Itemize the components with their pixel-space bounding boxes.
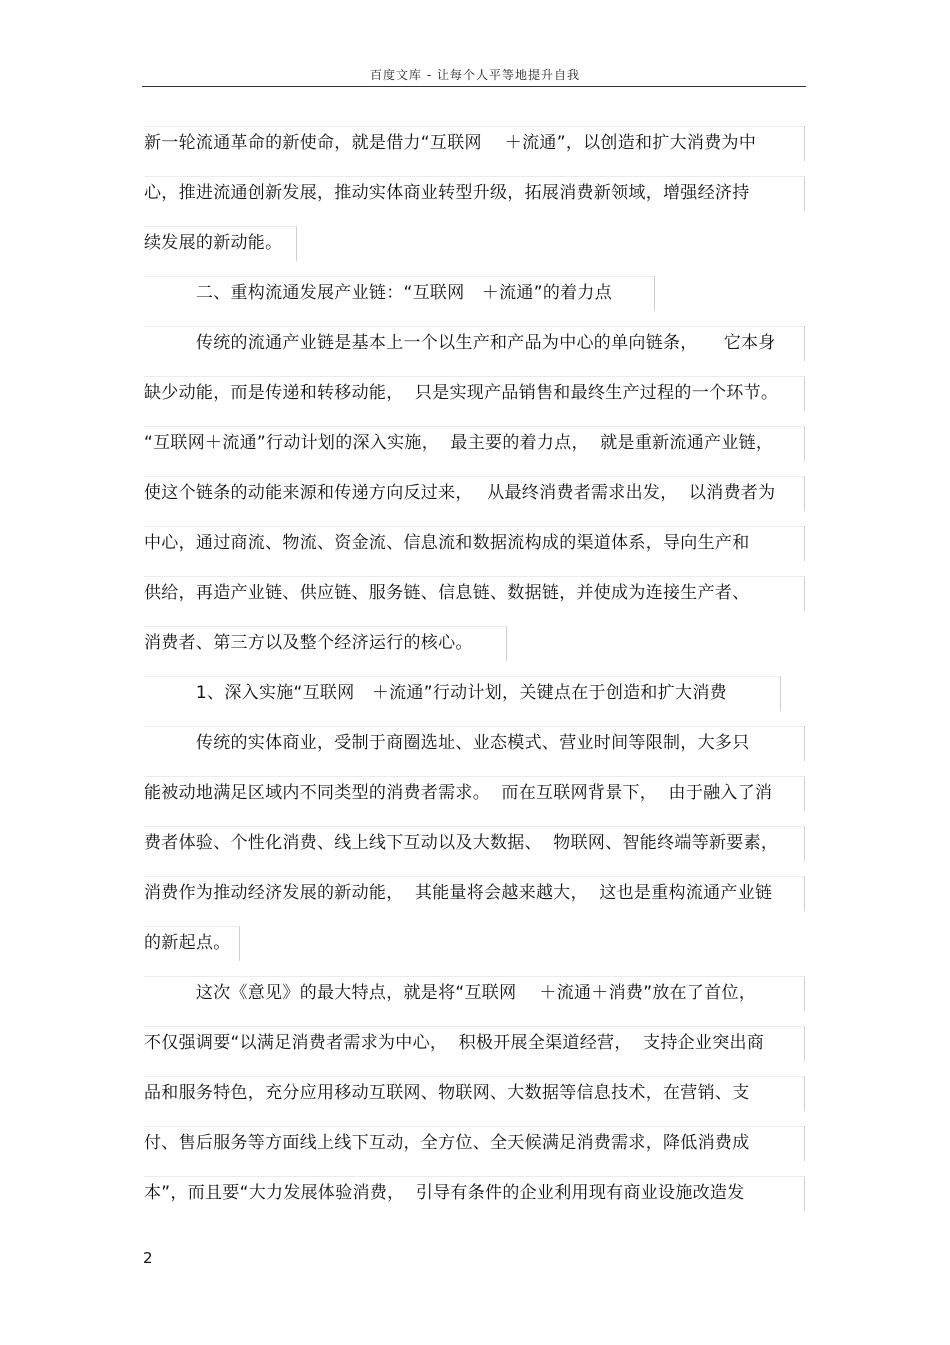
page-number: 2 — [143, 1249, 153, 1267]
text-line: 使这个链条的动能来源和传递方向反过来， 从最终消费者需求出发， 以消费者为 — [144, 483, 776, 503]
text-line: 消费者、第三方以及整个经济运行的核心。 — [144, 633, 473, 653]
text-line: 缺少动能，而是传递和转移动能， 只是实现产品销售和最终生产过程的一个环节。 — [144, 383, 779, 403]
section-heading: 二、重构流通发展产业链：“互联网 ＋流通”的着力点 — [144, 283, 613, 303]
text-line: 新一轮流通革命的新使命，就是借力“互联网 ＋流通”，以创造和扩大消费为中 — [144, 133, 757, 153]
text-line: 消费作为推动经济发展的新动能， 其能量将会越来越大， 这也是重构流通产业链 — [144, 883, 773, 903]
subsection-heading: 1、深入实施“互联网 ＋流通”行动计划，关键点在于创造和扩大消费 — [144, 683, 727, 703]
text-line: 供给，再造产业链、供应链、服务链、信息链、数据链，并使成为连接生产者、 — [144, 583, 750, 603]
text-line: 能被动地满足区域内不同类型的消费者需求。 而在互联网背景下， 由于融入了消 — [144, 783, 773, 803]
text-line: “互联网＋流通”行动计划的深入实施， 最主要的着力点， 就是重新流通产业链， — [144, 433, 774, 453]
text-line: 的新起点。 — [144, 933, 231, 953]
text-line: 传统的实体商业，受制于商圈选址、业态模式、营业时间等限制，大多只 — [144, 733, 750, 753]
text-line: 续发展的新动能。 — [144, 233, 283, 253]
text-line: 传统的流通产业链是基本上一个以生产和产品为中心的单向链条， 它本身 — [144, 333, 776, 353]
page-header: 百度文库 - 让每个人平等地提升自我 — [370, 68, 580, 82]
text-line: 中心，通过商流、物流、资金流、信息流和数据流构成的渠道体系，导向生产和 — [144, 533, 750, 553]
text-line: 品和服务特色，充分应用移动互联网、物联网、大数据等信息技术，在营销、支 — [144, 1083, 750, 1103]
text-line: 不仅强调要“以满足消费者需求为中心， 积极开展全渠道经营， 支持企业突出商 — [144, 1033, 765, 1053]
text-line: 心，推进流通创新发展，推动实体商业转型升级，拓展消费新领域，增强经济持 — [144, 183, 750, 203]
text-line: 费者体验、个性化消费、线上线下互动以及大数据、 物联网、智能终端等新要素， — [144, 833, 779, 853]
header-rule — [142, 86, 806, 87]
text-line: 付、售后服务等方面线上线下互动，全方位、全天候满足消费需求，降低消费成 — [144, 1133, 750, 1153]
text-line: 这次《意见》的最大特点，就是将“互联网 ＋流通＋消费”放在了首位， — [144, 983, 757, 1003]
text-line: 本”，而且要“大力发展体验消费， 引导有条件的企业利用现有商业设施改造发 — [144, 1183, 745, 1203]
